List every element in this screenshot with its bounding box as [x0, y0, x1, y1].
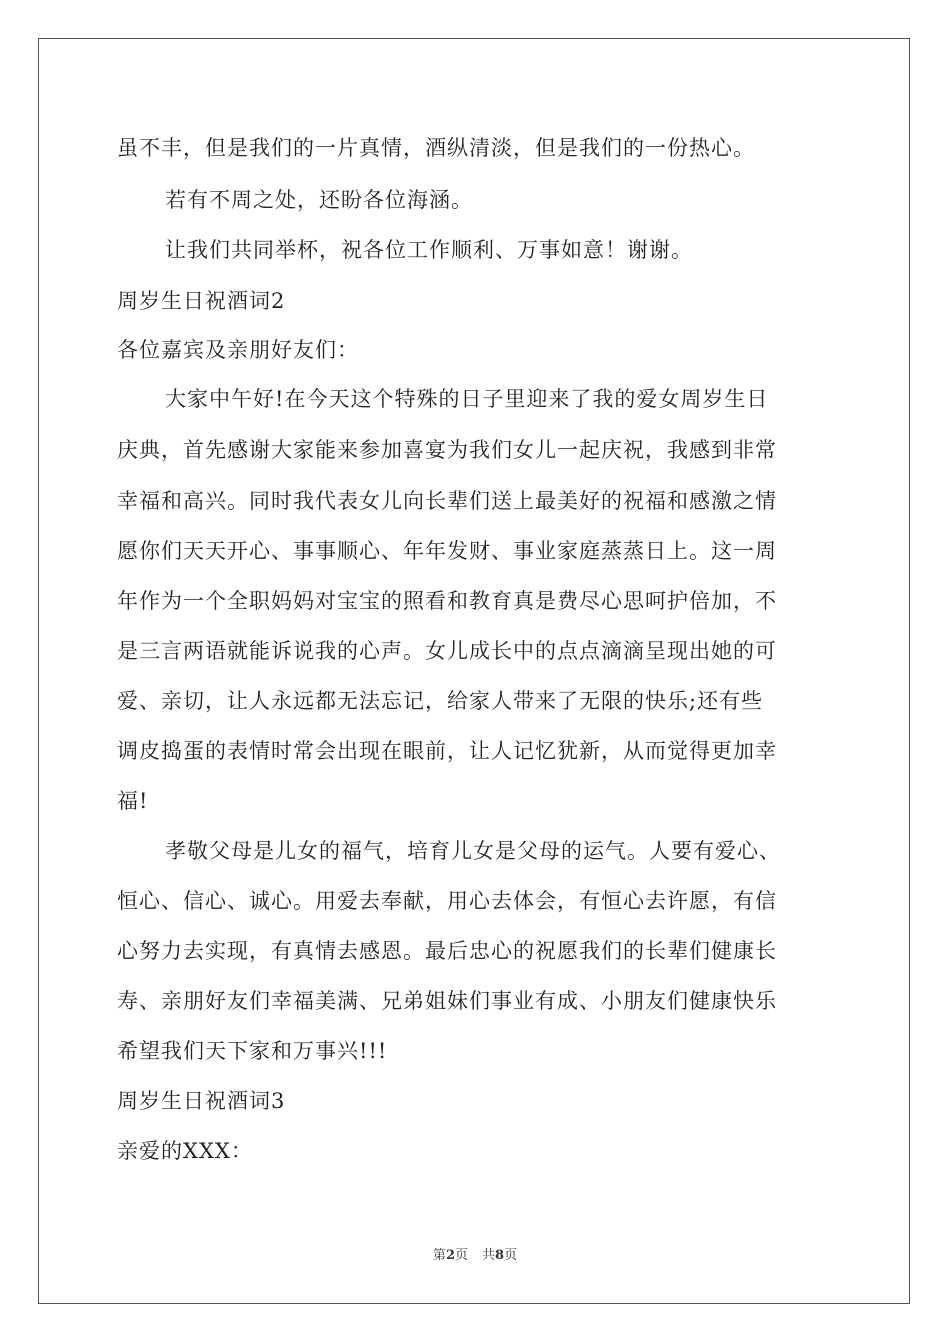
page-footer — [0, 1244, 950, 1263]
body-line: 恒心、信心、诚心。用爱去奉献，用心去体会，有恒心去许愿，有信 — [117, 889, 777, 913]
body-line: 愿你们天天开心、事事顺心、年年发财、事业家庭蒸蒸日上。这一周 — [117, 539, 777, 563]
section-heading: 周岁生日祝酒词3 — [117, 1089, 286, 1113]
body-line: 爱、亲切，让人永远都无法忘记，给家人带来了无限的快乐;还有些 — [117, 689, 764, 713]
body-line: 寿、亲朋好友们幸福美满、兄弟姐妹们事业有成、小朋友们健康快乐 — [117, 989, 777, 1013]
page-suffix: 页 — [454, 1248, 468, 1263]
salutation: 各位嘉宾及亲朋好友们： — [117, 338, 359, 362]
total-prefix: 共 — [482, 1248, 496, 1263]
body-line: 年作为一个全职妈妈对宝宝的照看和教育真是费尽心思呵护倍加，不 — [117, 589, 777, 613]
body-line: 孝敬父母是儿女的福气，培育儿女是父母的运气。人要有爱心、 — [165, 839, 781, 863]
body-line: 若有不周之处，还盼各位海涵。 — [165, 188, 473, 212]
page-current: 2 — [445, 1248, 455, 1263]
salutation: 亲爱的XXX： — [117, 1139, 253, 1163]
body-line: 大家中午好!在今天这个特殊的日子里迎来了我的爱女周岁生日 — [165, 387, 769, 411]
body-line: 幸福和高兴。同时我代表女儿向长辈们送上最美好的祝福和感激之情 — [117, 489, 777, 513]
total-pages: 8 — [495, 1248, 505, 1263]
body-line: 福! — [117, 789, 149, 813]
body-line: 庆典，首先感谢大家能来参加喜宴为我们女儿一起庆祝，我感到非常 — [117, 438, 777, 462]
section-heading: 周岁生日祝酒词2 — [117, 289, 286, 313]
total-suffix: 页 — [504, 1248, 518, 1263]
body-line: 心努力去实现，有真情去感恩。最后忠心的祝愿我们的长辈们健康长 — [117, 939, 777, 963]
body-line: 调皮捣蛋的表情时常会出现在眼前，让人记忆犹新，从而觉得更加幸 — [117, 739, 777, 763]
page-prefix: 第 — [432, 1248, 446, 1263]
body-line: 希望我们天下家和万事兴!!! — [117, 1039, 388, 1063]
body-line: 让我们共同举杯，祝各位工作顺利、万事如意！谢谢。 — [165, 238, 693, 262]
body-line: 虽不丰，但是我们的一片真情，酒纵清淡，但是我们的一份热心。 — [117, 136, 755, 160]
body-line: 是三言两语就能诉说我的心声。女儿成长中的点点滴滴呈现出她的可 — [117, 639, 777, 663]
